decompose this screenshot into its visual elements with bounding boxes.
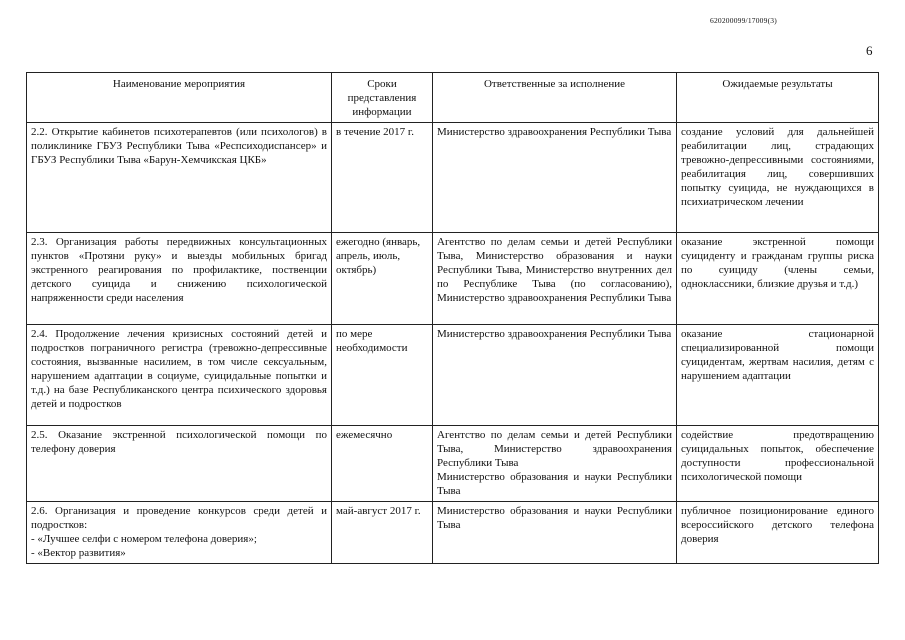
result-cell: публичное позиционирование единого всероссийского детского телефона доверия [677, 502, 879, 564]
event-name-cell [27, 502, 332, 564]
document-number: 620200099/17009(3) [710, 16, 777, 25]
deadline-cell: май-август 2017 г. [332, 502, 433, 564]
responsible-cell: Агентство по делам семьи и детей Республики Тыва, Министерство образования и науки Республики Тыва, Министерство внутренних дел по Республике Тыва (по согласованию), Министерство здравоохранения Республики Тыва [433, 233, 677, 325]
result-cell: содействие предотвращению суицидальных попыток, обеспечение доступности профессиональной психологической помощи [677, 426, 879, 502]
header-deadline: Сроки представления информации [332, 73, 433, 123]
deadline-cell: ежемесячно [332, 426, 433, 502]
event-name-cell: 2.4. Продолжение лечения кризисных состояний детей и подростков пограничного регистра (тревожно-депрессивные состояния, вызванные насилием, в том числе сексуальным, нарушением адаптации в социуме, суицидальные попытки и т.д.) на базе Республиканского центра психического здоровья детей и подростков [27, 325, 332, 426]
responsible-text-extra: Министерство образования и науки Республики Тыва [437, 471, 672, 497]
result-cell: оказание экстренной помощи суициденту и гражданам группы риска по суициду (члены семьи, одноклассники, близкие друзья и т.д.) [677, 233, 879, 325]
result-cell: оказание стационарной специализированной помощи суицидентам, жертвам насилия, детям с нарушением адаптации [677, 325, 879, 426]
deadline-cell: по мере необходимости [332, 325, 433, 426]
header-event-name: Наименование мероприятия [27, 73, 332, 123]
page-number: 6 [866, 43, 873, 58]
table-row [27, 233, 879, 325]
events-table [26, 72, 879, 564]
event-name-cell: 2.5. Оказание экстренной психологической помощи по телефону доверия [27, 426, 332, 502]
result-cell: создание условий для дальнейшей реабилитации лиц, страдающих тревожно-депрессивными состояниями, реабилитация лиц, совершивших попытку суицида, не нуждающихся в психиатрическом лечении [677, 123, 879, 233]
event-name-cell: 2.2. Открытие кабинетов психотерапевтов (или психологов) в поликлинике ГБУЗ Республики Тыва «Респсиходиспансер» и ГБУЗ Республики Тыва «Барун-Хемчикская ЦКБ» [27, 123, 332, 233]
event-name-cell: 2.3. Организация работы передвижных консультационных пунктов «Протяни руку» и выезды мобильных бригад экстренного реагирования по профилактике, поственции детского суицида и снижению психологической напряженности среди населения [27, 233, 332, 325]
responsible-text: Агентство по делам семьи и детей Республики Тыва, Министерство здравоохранения Республики Тыва [437, 429, 672, 469]
event-name-text: 2.6. Организация и проведение конкурсов среди детей и подростков: [31, 505, 327, 531]
table-header-row [27, 73, 879, 123]
deadline-cell: в течение 2017 г. [332, 123, 433, 233]
responsible-cell: Министерство здравоохранения Республики Тыва [433, 123, 677, 233]
table-row [27, 502, 879, 564]
table-row [27, 325, 879, 426]
contest-item: - «Лучшее селфи с номером телефона доверия»; [31, 533, 257, 545]
header-results: Ожидаемые результаты [677, 73, 879, 123]
responsible-cell [433, 426, 677, 502]
responsible-cell: Министерство образования и науки Республики Тыва [433, 502, 677, 564]
responsible-cell: Министерство здравоохранения Республики Тыва [433, 325, 677, 426]
deadline-cell: ежегодно (январь, апрель, июль, октябрь) [332, 233, 433, 325]
table-row [27, 426, 879, 502]
contest-item: - «Вектор развития» [31, 547, 126, 559]
header-responsible: Ответственные за исполнение [433, 73, 677, 123]
table-row [27, 123, 879, 233]
